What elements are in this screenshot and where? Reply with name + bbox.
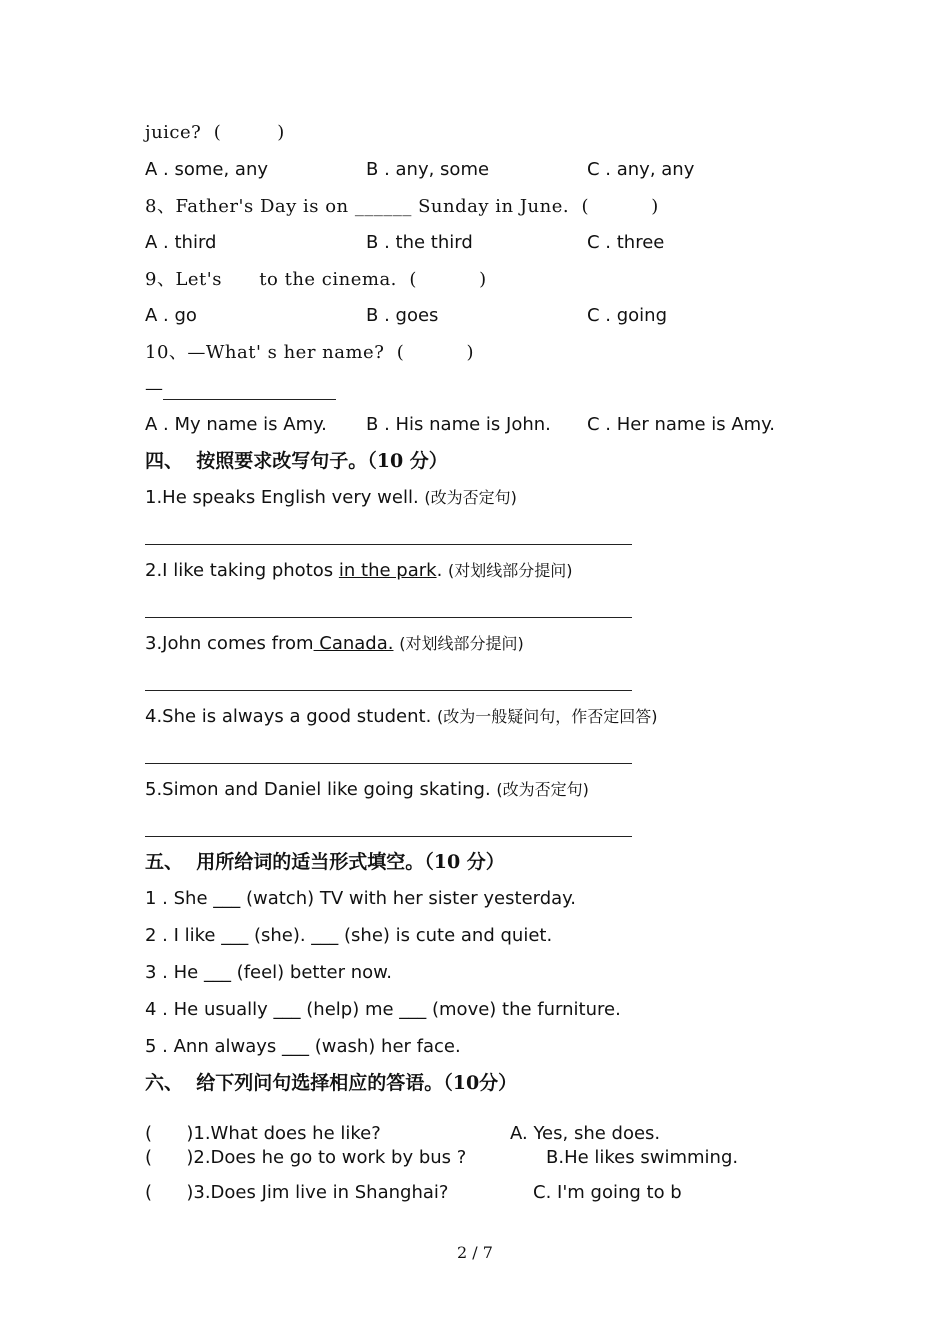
s4-item-2-text: 2.I like taking photos — [145, 560, 339, 581]
s4-item-2 — [145, 559, 573, 583]
q10-option-b: B . His name is John. — [366, 414, 551, 435]
s4-item-3-text: 3.John comes from — [145, 633, 314, 654]
q8-option-b: B . the third — [366, 232, 473, 253]
s4-item-5-note: (改为否定句) — [496, 780, 589, 799]
q10-answer-line — [163, 399, 336, 400]
s4-item-4-note: (改为一般疑问句，作否定回答) — [437, 707, 658, 726]
s5-item-2: 2 . I like ___ (she). ___ (she) is cute and quiet. — [145, 925, 553, 946]
q10-option-c: C . Her name is Amy. — [587, 414, 775, 435]
s4-item-2-note: (对划线部分提问) — [448, 561, 573, 580]
s5-item-3: 3 . He ___ (feel) better now. — [145, 962, 392, 983]
s6-answer-b: B.He likes swimming. — [546, 1147, 739, 1168]
q10-question: 10、—What' s her name? ( ) — [145, 342, 475, 363]
s4-item-5-text: 5.Simon and Daniel like going skating. — [145, 779, 497, 800]
s4-answer-line-5 — [145, 836, 632, 837]
s4-item-2-post: . — [436, 560, 449, 581]
section5-heading: 五、 用所给词的适当形式填空。（10 分） — [145, 851, 505, 873]
q10-reply-dash: — — [145, 378, 164, 399]
s6-answer-a: A. Yes, she does. — [510, 1123, 661, 1144]
s4-item-2-underlined: in the park — [338, 560, 437, 581]
s4-answer-line-3 — [145, 690, 632, 691]
q9-option-b: B . goes — [366, 305, 439, 326]
s4-answer-line-1 — [145, 544, 632, 545]
s4-answer-line-2 — [145, 617, 632, 618]
s6-question-3: ( )3.Does Jim live in Shanghai? — [145, 1182, 449, 1203]
q9-option-c: C . going — [587, 305, 668, 326]
s4-answer-line-4 — [145, 763, 632, 764]
section6-heading: 六、 给下列问句选择相应的答语。（10分） — [145, 1072, 518, 1094]
s4-item-3 — [145, 632, 524, 656]
s6-question-2: ( )2.Does he go to work by bus ? — [145, 1147, 467, 1168]
q7-option-b: B . any, some — [366, 159, 490, 180]
s6-question-1: ( )1.What does he like? — [145, 1123, 381, 1144]
s4-item-1-text: 1.He speaks English very well. — [145, 487, 425, 508]
s4-item-4 — [145, 705, 658, 729]
s4-item-3-underlined: Canada. — [313, 633, 394, 654]
section4-heading: 四、 按照要求改写句子。（10 分） — [145, 450, 448, 472]
q9-option-a: A . go — [145, 305, 197, 326]
q10-option-a: A . My name is Amy. — [145, 414, 327, 435]
q7-option-a: A . some, any — [145, 159, 269, 180]
q8-option-c: C . three — [587, 232, 665, 253]
q7-option-c: C . any, any — [587, 159, 695, 180]
s5-item-4: 4 . He usually ___ (help) me ___ (move) the furniture. — [145, 999, 621, 1020]
q9-question: 9、Let's to the cinema. ( ) — [145, 269, 487, 290]
s4-item-1-note: (改为否定句) — [424, 488, 517, 507]
s4-item-4-text: 4.She is always a good student. — [145, 706, 438, 727]
s4-item-1 — [145, 486, 517, 510]
s4-item-3-note: (对划线部分提问) — [399, 634, 524, 653]
q7-tail: juice? ( ) — [145, 122, 285, 143]
s5-item-1: 1 . She ___ (watch) TV with her sister yesterday. — [145, 888, 576, 909]
s6-answer-c: C. I'm going to b — [533, 1182, 682, 1203]
s4-item-5 — [145, 778, 589, 802]
s5-item-5: 5 . Ann always ___ (wash) her face. — [145, 1036, 461, 1057]
page-number: 2 / 7 — [457, 1243, 493, 1262]
q8-option-a: A . third — [145, 232, 217, 253]
q8-question: 8、Father's Day is on ______ Sunday in June. ( ) — [145, 196, 659, 217]
